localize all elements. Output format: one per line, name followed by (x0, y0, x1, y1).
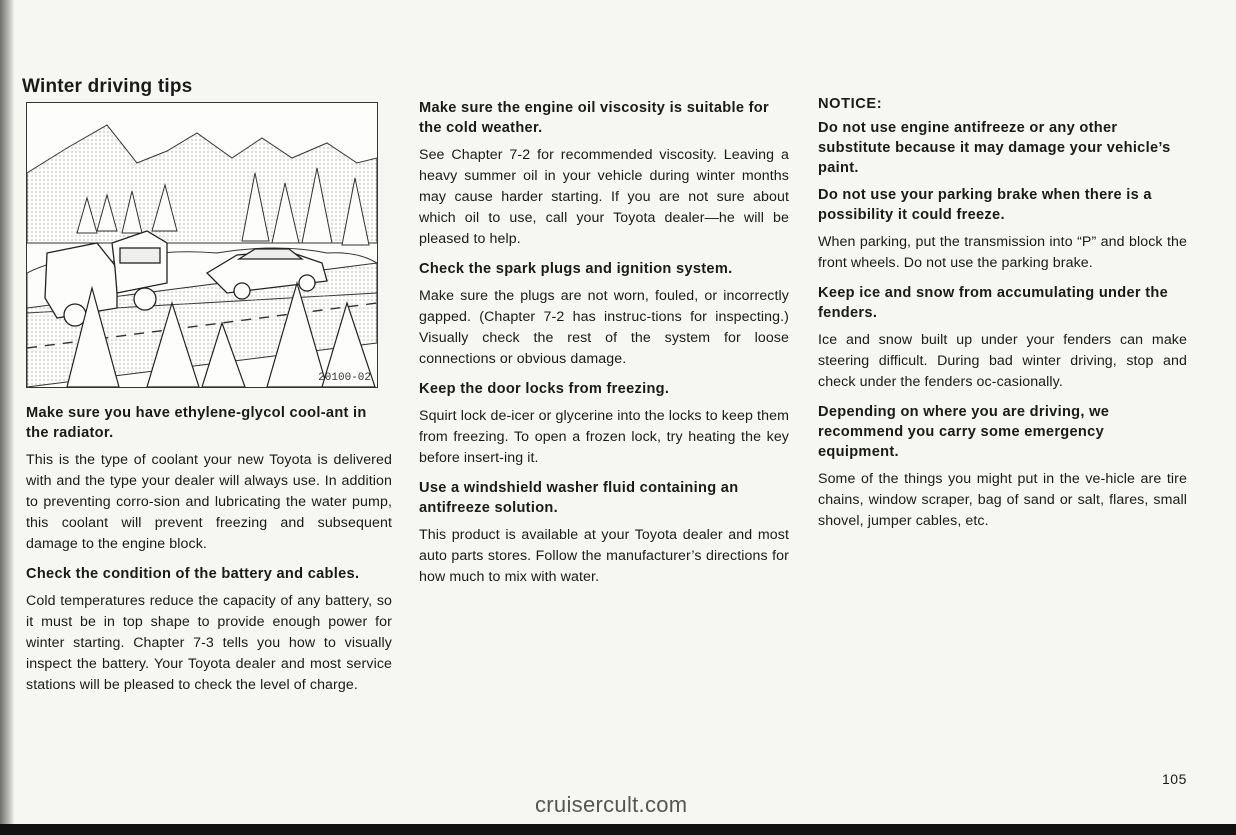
paragraph-battery: Cold temperatures reduce the capacity of any battery, so it must be in top shape to provide enough power for winter starting. Chapter 7-3 tells you how to visually inspect the battery. Your Toyota dealer and most service stations will be pleased to check the level of charge. (26, 593, 392, 693)
notice-text: Do not use engine antifreeze or any other substitute because it may damage your vehicle’s paint. (818, 120, 1171, 176)
column-middle (419, 98, 789, 597)
notice-label: NOTICE: (818, 96, 883, 112)
heading-door-locks: Keep the door locks from freezing. (419, 381, 670, 397)
watermark-text: cruisercult.com (535, 792, 688, 817)
heading-fenders: Keep ice and snow from accumulating under the fenders. (818, 285, 1169, 321)
winter-driving-illustration (26, 102, 378, 388)
paragraph-spark-plugs: Make sure the plugs are not worn, fouled, or incorrectly gapped. (Chapter 7-2 has instruc-tions for inspecting.) Visually check the rest of the system for loose connections or obvious damage. (419, 288, 789, 367)
paragraph-fenders: Ice and snow built up under your fenders can make steering difficult. During bad winter driving, stop and check under the fenders oc-casionally. (818, 332, 1187, 390)
paragraph-oil: See Chapter 7-2 for recommended viscosity. Leaving a heavy summer oil in your vehicle during winter months may cause harder starting. If you are not sure about which oil to use, call your Toyota dealer—he will be pleased to help. (419, 147, 789, 247)
paragraph-emergency-equipment: Some of the things you might put in the ve-hicle are tire chains, window scraper, bag of sand or salt, flares, small shovel, jumper cables, etc. (818, 471, 1187, 529)
figure-code: 20100-02 (318, 372, 371, 384)
heading-spark-plugs: Check the spark plugs and ignition system. (419, 261, 733, 277)
paragraph-parking-brake: When parking, put the transmission into “P” and block the front wheels. Do not use the parking brake. (818, 234, 1187, 271)
heading-oil: Make sure the engine oil viscosity is suitable for the cold weather. (419, 100, 769, 136)
page-number: 105 (1162, 771, 1187, 787)
column-left (26, 403, 392, 705)
book-binding-edge (0, 0, 14, 835)
heading-washer-fluid: Use a windshield washer fluid containing an antifreeze solution. (419, 480, 739, 516)
column-right (818, 96, 1187, 541)
heading-battery: Check the condition of the battery and cables. (26, 566, 360, 582)
paragraph-door-locks: Squirt lock de-icer or glycerine into the locks to keep them from freezing. To open a frozen lock, try heating the key before insert-ing it. (419, 408, 789, 466)
paragraph-washer-fluid: This product is available at your Toyota dealer and most auto parts stores. Follow the manufacturer’s directions for how much to mix with water. (419, 527, 789, 585)
heading-emergency-equipment: Depending on where you are driving, we recommend you carry some emergency equipment. (818, 404, 1110, 460)
heading-coolant: Make sure you have ethylene-glycol cool-ant in the radiator. (26, 405, 367, 441)
heading-parking-brake: Do not use your parking brake when there is a possibility it could freeze. (818, 187, 1152, 223)
paragraph-coolant: This is the type of coolant your new Toyota is delivered with and the type your dealer will always use. In addition to preventing corro-sion and lubricating the water pump, this coolant will prevent freezing and subsequent damage to the engine block. (26, 452, 392, 552)
scan-bottom-edge (0, 824, 1236, 835)
winter-road-scene (27, 103, 377, 387)
page-title: Winter driving tips (22, 76, 193, 97)
